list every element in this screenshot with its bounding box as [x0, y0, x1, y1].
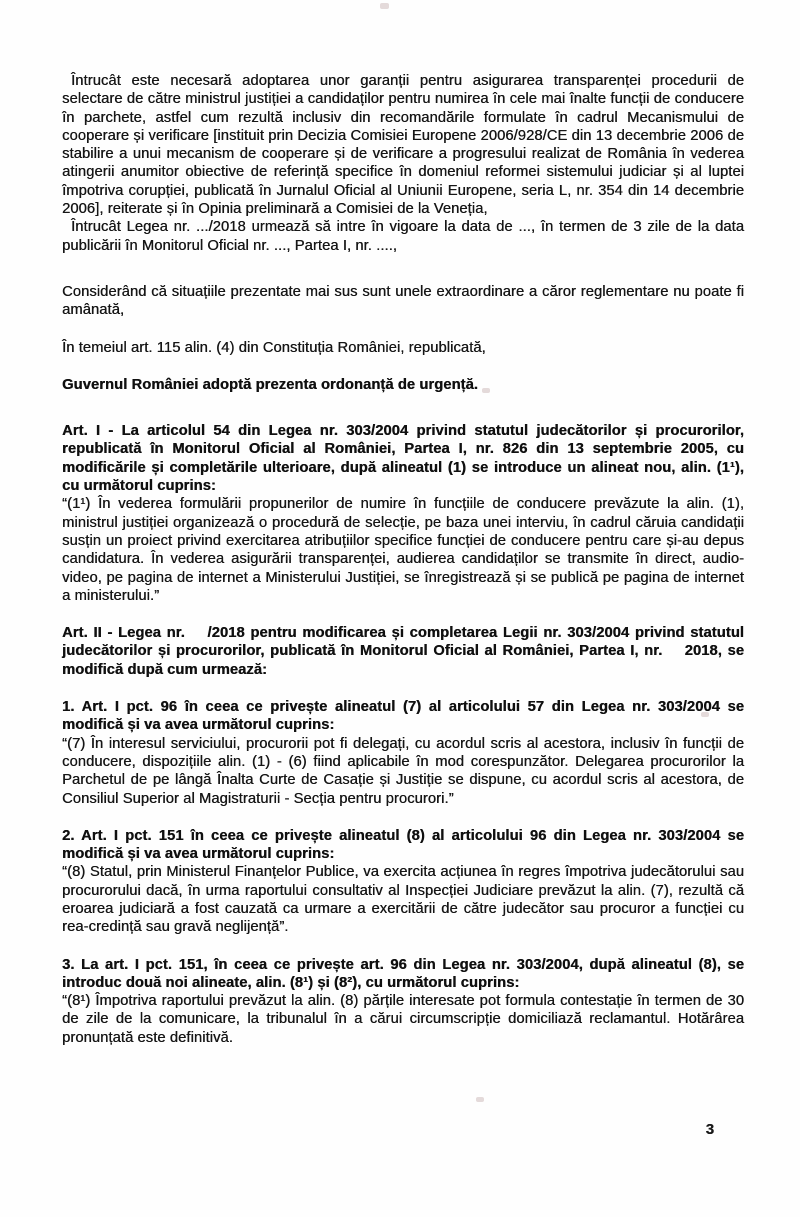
paragraph-point-2-heading: 2. Art. I pct. 151 în ceea ce privește alineatul (8) al articolului 96 din Legea nr. 303/2004 se modifică și va avea următorul cuprins: [62, 827, 744, 863]
paragraph-point-2-quote: “(8) Statul, prin Ministerul Finanțelor Publice, va exercita acțiunea în regres împotriva judecătorului sau procurorului dacă, în urma raportului consultativ al Inspecției Judiciare prevăzut la alin. (7), rezultă că eroarea judiciară a fost cauzată ca urmare a exercitării de către judecător sau procuror a funcției cu rea-credință sau gravă neglijență”. [62, 864, 744, 936]
paragraph-art-1-quote: “(1¹) În vederea formulării propunerilor de numire în funcțiile de conducere prevăzute la alin. (1), ministrul justiției organizează o procedură de selecție, pe baza unei interviu, în cadrul căruia candidații susțin un proiect privind exercitarea atribuțiilor specifice funcției de conducere pentru care și-au depus candidatura. În vederea asigurării transparenței, audierea candidaților se transmite în direct, audio-video, pe pagina de internet a Ministerului Justiției, se înregistrează și se publică pe pagina de internet a ministerului.” [62, 496, 744, 604]
scan-speck [380, 3, 389, 9]
page-number: 3 [705, 1121, 714, 1138]
paragraph-recital-transparency: Întrucât este necesară adoptarea unor garanții pentru asigurarea transparenței procedurii de selectare de către ministrul justiției a candidaților pentru numirea în cele mai înalte funcții de conducere în parchete, astfel cum rezultă inclusiv din recomandările formulate în cadrul Mecanismului de cooperare și verificare [instituit prin Decizia Comisiei Europene 2006/928/CE din 13 decembrie 2006 de stabilire a unui mecanism de cooperare și de verificare a progresului realizat de România în vederea atingerii anumitor obiective de referință specifice în domeniul reformei sistemului judiciar și al luptei împotriva corupției, publicată în Jurnalul Oficial al Uniunii Europene, seria L, nr. 354 din 14 decembrie 2006], reiterate și în Opinia preliminară a Comisiei de la Veneția, [62, 73, 744, 218]
scan-speck [476, 1097, 484, 1102]
paragraph-point-1-quote: “(7) În interesul serviciului, procurorii pot fi delegați, cu acordul scris al acestora, inclusiv în funcții de conducere, dispozițiile alin. (1) - (6) fiind aplicabile în mod corespunzător. Delegarea procurorilor la Parchetul de pe lângă Înalta Curte de Casație și Justiție se dispune, cu acordul scris al acestora, de Consiliul Superior al Magistraturii - Secția pentru procurori.” [62, 735, 744, 807]
paragraph-point-1-heading: 1. Art. I pct. 96 în ceea ce privește alineatul (7) al articolului 57 din Legea nr. 303/2004 se modifică și va avea următorul cuprins: [62, 699, 744, 734]
paragraph-art-2-heading: Art. II - Legea nr. /2018 pentru modificarea și completarea Legii nr. 303/2004 privind statutul judecătorilor și procurorilor, publicată în Monitorul Oficial al României, Partea I, nr. 2018, se modifică după cum urmează: [62, 625, 744, 678]
paragraph-point-3-heading: 3. La art. I pct. 151, în ceea ce privește art. 96 din Legea nr. 303/2004, după alineatul (8), se introduc două noi alineate, alin. (8¹) și (8²), cu următorul cuprins: [62, 956, 744, 991]
paragraph-recital-law-2018: Întrucât Legea nr. .../2018 urmează să intre în vigoare la data de ..., în termen de 3 zile de la data publicării în Monitorul Oficial nr. ..., Partea I, nr. ...., [62, 219, 744, 254]
document-body [62, 72, 744, 1047]
paragraph-legal-basis: În temeiul art. 115 alin. (4) din Constituția României, republicată, [62, 339, 486, 356]
paragraph-enactment-clause: Guvernul României adoptă prezenta ordonanță de urgență. [62, 376, 478, 393]
paragraph-recital-extraordinary: Considerând că situațiile prezentate mai sus sunt unele extraordinare a căror reglementare nu poate fi amânată, [62, 283, 744, 319]
paragraph-art-1-heading: Art. I - La articolul 54 din Legea nr. 303/2004 privind statutul judecătorilor și procurorilor, republicată în Monitorul Oficial al României, Partea I, nr. 826 din 13 septembrie 2005, cu modificările și completările ulterioare, după alineatul (1) se introduce un alineat nou, alin. (1¹), cu următorul cuprins: [62, 423, 744, 495]
paragraph-point-3-quote: “(8¹) Împotriva raportului prevăzut la alin. (8) părțile interesate pot formula contestație în termen de 30 de zile de la comunicare, la tribunalul în a cărui circumscripție domiciliază reclamantul. Hotărârea pronunțată este definitivă. [62, 993, 744, 1046]
